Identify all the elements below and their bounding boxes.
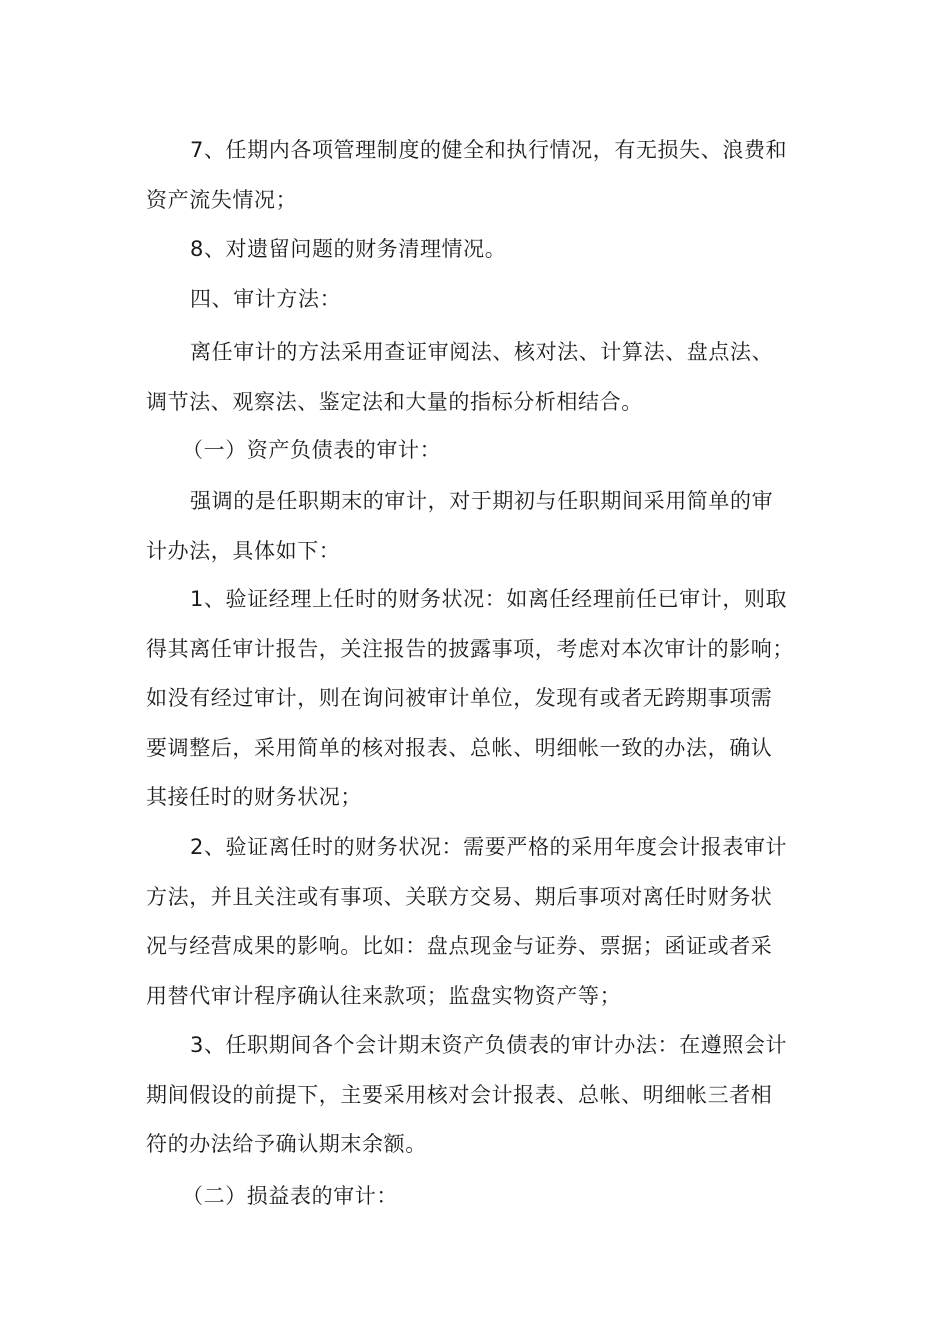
text-line: 8、对遗留问题的财务清理情况。	[190, 237, 507, 261]
text-line: 得其离任审计报告，关注报告的披露事项，考虑对本次审计的影响；	[146, 636, 794, 661]
text-line: （二）损益表的审计：	[182, 1184, 398, 1208]
paragraph-item-8	[146, 225, 816, 275]
text-line: 强调的是任职期末的审计，对于期初与任职期间采用简单的审	[190, 489, 774, 513]
paragraph-item-2	[146, 823, 816, 1021]
paragraph-item-7	[146, 126, 816, 225]
text-line: 如没有经过审计，则在询问被审计单位，发现有或者无跨期事项需	[146, 686, 773, 710]
text-line: 调节法、观察法、鉴定法和大量的指标分析相结合。	[146, 389, 643, 414]
text-line: 方法，并且关注或有事项、关联方交易、期后事项对离任时财务状	[146, 884, 773, 909]
paragraph-item-1	[146, 575, 816, 823]
text-line: 3、任职期间各个会计期末资产负债表的审计办法：在遵照会计	[190, 1033, 788, 1057]
paragraph-emphasis	[146, 477, 816, 576]
text-line: 四、审计方法：	[190, 287, 342, 311]
text-line: 要调整后，采用简单的核对报表、总帐、明细帐一致的办法，确认	[146, 735, 773, 760]
text-line: 2、验证离任时的财务状况：需要严格的采用年度会计报表审计	[190, 835, 788, 859]
text-line: 其接任时的财务状况；	[146, 785, 362, 809]
text-line: 况与经营成果的影响。比如：盘点现金与证券、票据；函证或者采	[146, 934, 773, 958]
section-heading-audit-methods	[146, 275, 816, 325]
subheading-income-statement-audit	[146, 1172, 816, 1222]
text-line: 计办法，具体如下：	[146, 538, 341, 563]
text-line: 资产流失情况；	[146, 187, 298, 212]
subheading-balance-sheet-audit	[146, 426, 816, 476]
text-line: 用替代审计程序确认往来款项；监盘实物资产等；	[146, 983, 622, 1008]
paragraph-audit-methods	[146, 328, 816, 427]
paragraph-item-3	[146, 1021, 816, 1170]
text-line: 符的办法给予确认期末余额。	[146, 1132, 427, 1156]
text-line: 期间假设的前提下，主要采用核对会计报表、总帐、明细帐三者相	[146, 1082, 773, 1107]
text-line: （一）资产负债表的审计：	[182, 438, 442, 462]
text-line: 1、验证经理上任时的财务状况：如离任经理前任已审计，则取	[190, 587, 788, 611]
text-line: 7、任期内各项管理制度的健全和执行情况，有无损失、浪费和	[190, 138, 788, 162]
text-line: 离任审计的方法采用查证审阅法、核对法、计算法、盘点法、	[190, 340, 774, 364]
